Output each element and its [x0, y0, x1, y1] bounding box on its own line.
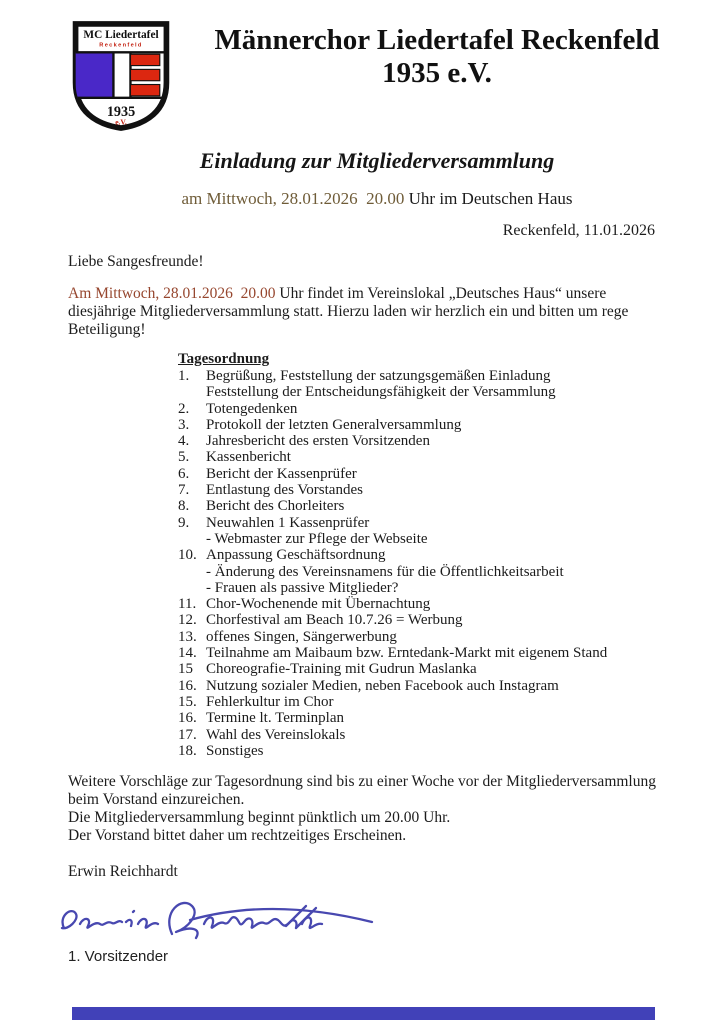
signer-name: Erwin Reichhardt — [68, 863, 178, 881]
agenda-item: 18. Sonstiges — [178, 742, 264, 759]
agenda-item: 5. Kassenbericht — [178, 449, 291, 466]
invitation-subtitle — [0, 189, 724, 209]
club-title-line1: Männerchor Liedertafel Reckenfeld — [214, 24, 660, 56]
closing-line: Der Vorstand bittet daher um rechtzeitiges Erscheinen. — [68, 827, 407, 845]
agenda-item: 16. Termine lt. Terminplan — [178, 710, 345, 727]
intro-rest: Uhr findet im Vereinslokal „Deutsches Haus“ unsere diesjährige Mitgliederversammlung statt. Hierzu laden wir herzlich ein und bitten um rege Beteiligung! — [68, 285, 633, 338]
logo-year: 1935 — [106, 103, 136, 120]
agenda-item: 1. Begrüßung, Feststellung der satzungsgemäßen Einladung Feststellung der Entscheidungsfähigkeit der Versammlung — [178, 368, 556, 401]
salutation: Liebe Sangesfreunde! — [68, 253, 204, 270]
handwritten-signature-image — [50, 882, 380, 942]
logo-name-line1: MC Liedertafel — [83, 29, 159, 42]
letterhead — [0, 0, 724, 140]
subtitle-rest: Uhr im Deutschen Haus — [404, 189, 573, 208]
agenda-item: 8. Bericht des Chorleiters — [178, 498, 345, 515]
agenda-item: 2. Totengedenken — [178, 400, 298, 417]
agenda-item: 17. Wahl des Vereinslokals — [178, 726, 346, 743]
agenda-item: 12. Chorfestival am Beach 10.7.26 = Werbung — [178, 612, 463, 629]
agenda-item: 13. offenes Singen, Sängerwerbung — [178, 628, 397, 645]
agenda-item: 15 Choreografie-Training mit Gudrun Maslanka — [178, 661, 477, 678]
agenda-item: 10. Anpassung Geschäftsordnung - Änderung des Vereinsnamens für die Öffentlichkeitsarbeit - Frauen als passive Mitglieder? — [178, 547, 564, 596]
logo-name-line2: Reckenfeld — [99, 42, 143, 49]
intro-date: Am Mittwoch, 28.01.2026 20.00 — [68, 285, 276, 302]
invitation-heading: Einladung zur Mitgliederversammlung — [199, 148, 555, 173]
signer-role: 1. Vorsitzender — [68, 948, 169, 966]
closing-line: Weitere Vorschläge zur Tagesordnung sind bis zu einer Woche vor der Mitgliederversammlung beim Vorstand einzureichen. — [68, 773, 656, 809]
intro-paragraph — [68, 285, 660, 339]
agenda-section — [178, 351, 724, 759]
club-title — [150, 0, 724, 90]
agenda-item: 6. Bericht der Kassenprüfer — [178, 465, 357, 482]
place-and-date: Reckenfeld, 11.01.2026 — [502, 222, 655, 239]
closing-paragraphs — [68, 773, 664, 845]
club-crest-logo — [68, 16, 174, 136]
agenda-item: 15. Fehlerkultur im Chor — [178, 693, 334, 710]
agenda-heading: Tagesordnung — [178, 351, 270, 367]
agenda-item: 16. Nutzung sozialer Medien, neben Facebook auch Instagram — [178, 677, 559, 694]
subtitle-date: am Mittwoch, 28.01.2026 20.00 — [181, 189, 405, 208]
agenda-item: 3. Protokoll der letzten Generalversammlung — [178, 416, 462, 433]
agenda-item: 11. Chor-Wochenende mit Übernachtung — [178, 596, 431, 613]
agenda-item: 14. Teilnahme am Maibaum bzw. Erntedank-Markt mit eigenem Stand — [178, 645, 608, 662]
footer-bar — [72, 1007, 655, 1020]
agenda-item: 9. Neuwahlen 1 Kassenprüfer - Webmaster zur Pflege der Webseite — [178, 514, 428, 547]
agenda-item: 7. Entlastung des Vorstandes — [178, 482, 363, 499]
agenda-list — [178, 368, 724, 759]
logo-ev-suffix: e.V. — [115, 117, 127, 127]
club-title-line2: 1935 e.V. — [382, 57, 492, 89]
closing-line: Die Mitgliederversammlung beginnt pünktlich um 20.00 Uhr. — [68, 809, 451, 827]
agenda-item: 4. Jahresbericht des ersten Vorsitzenden — [178, 433, 430, 450]
